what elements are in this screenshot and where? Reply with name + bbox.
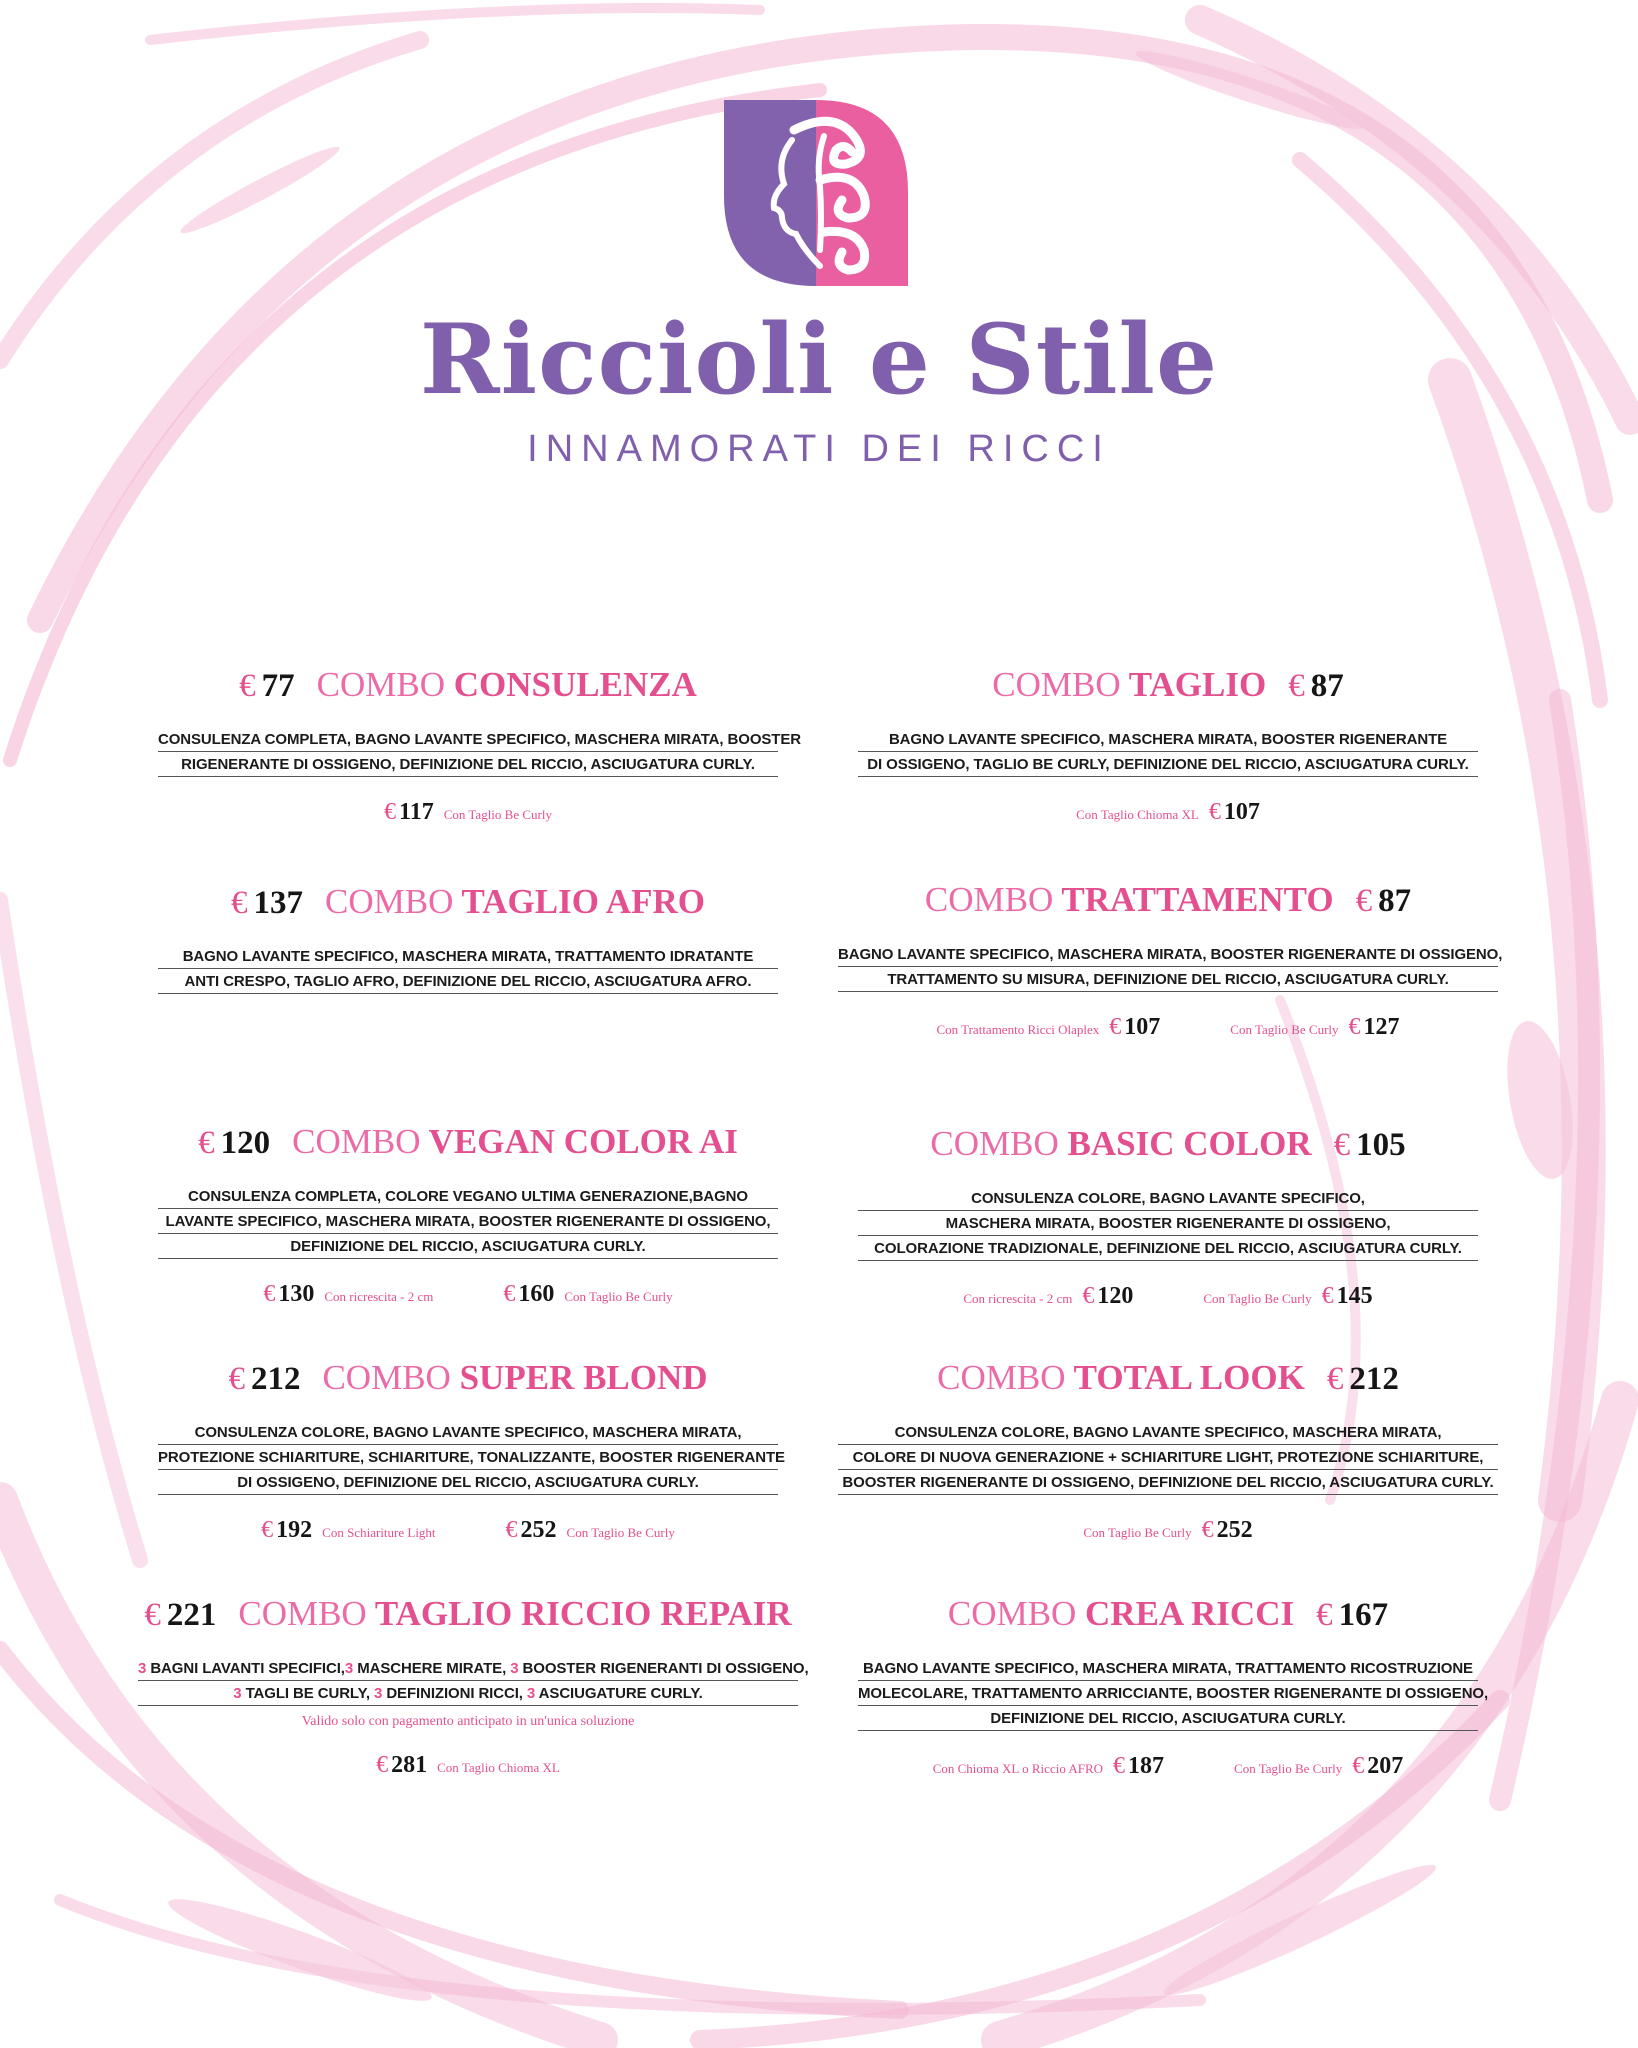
description-line: 3 BAGNI LAVANTI SPECIFICI,3 MASCHERE MIRATE, 3 BOOSTER RIGENERANTI DI OSSIGENO, <box>138 1656 798 1681</box>
combo-variants <box>848 799 1488 826</box>
variant-label: Con Taglio Be Curly <box>566 1525 675 1540</box>
combo-description <box>138 1656 809 1706</box>
combo-variant <box>506 1517 675 1544</box>
variant-price: € 281 <box>376 1752 428 1778</box>
description-line: BAGNO LAVANTE SPECIFICO, MASCHERA MIRATA, BOOSTER RIGENERANTE DI OSSIGENO, <box>838 942 1498 967</box>
description-line: COLORE DI NUOVA GENERAZIONE + SCHIARITURE LIGHT, PROTEZIONE SCHIARITURE, <box>838 1445 1498 1470</box>
combo-title: COMBO SUPER BLOND <box>322 1358 708 1397</box>
combo-note: Valido solo con pagamento anticipato in un'unica soluzione <box>301 1714 635 1729</box>
count-number: 3 <box>374 1685 383 1702</box>
combo-price: € 87 <box>1288 668 1344 704</box>
description-line: LAVANTE SPECIFICO, MASCHERA MIRATA, BOOSTER RIGENERANTE DI OSSIGENO, <box>158 1209 778 1234</box>
variant-price: € 160 <box>503 1281 555 1307</box>
combo-variant <box>261 1517 435 1544</box>
combo-variant <box>1083 1517 1252 1544</box>
variant-price: € 187 <box>1113 1753 1165 1779</box>
combo-consulenza <box>148 665 801 826</box>
variant-price: € 145 <box>1321 1283 1373 1309</box>
description-line: DI OSSIGENO, TAGLIO BE CURLY, DEFINIZIONE DEL RICCIO, ASCIUGATURA CURLY. <box>858 752 1478 777</box>
combo-description <box>158 1420 785 1495</box>
combo-variants <box>148 1281 788 1308</box>
combo-price: € 212 <box>228 1361 301 1397</box>
combo-trattamento <box>838 880 1503 1041</box>
combo-variants <box>848 1283 1488 1310</box>
combo-description <box>158 727 801 777</box>
description-line: CONSULENZA COLORE, BAGNO LAVANTE SPECIFICO, MASCHERA MIRATA, <box>838 1420 1498 1445</box>
description-line: DI OSSIGENO, DEFINIZIONE DEL RICCIO, ASCIUGATURA CURLY. <box>158 1470 778 1495</box>
variant-label: Con Trattamento Ricci Olaplex <box>936 1022 1100 1037</box>
combo-variants <box>148 1752 788 1779</box>
combo-header <box>144 1594 792 1646</box>
description-line: COLORAZIONE TRADIZIONALE, DEFINIZIONE DEL RICCIO, ASCIUGATURA CURLY. <box>858 1236 1478 1261</box>
combo-crea-ricci <box>848 1594 1488 1780</box>
combo-title: COMBO VEGAN COLOR AI <box>292 1122 738 1161</box>
description-line: BAGNO LAVANTE SPECIFICO, MASCHERA MIRATA, TRATTAMENTO IDRATANTE <box>158 944 778 969</box>
combo-header <box>848 880 1488 932</box>
combo-description <box>858 727 1478 777</box>
brand-name: Riccioli e Stile <box>419 303 1219 416</box>
combo-taglio-afro <box>148 882 788 994</box>
description-line: CONSULENZA COMPLETA, BAGNO LAVANTE SPECIFICO, MASCHERA MIRATA, BOOSTER <box>158 727 778 752</box>
combo-total-look <box>842 1358 1494 1544</box>
variant-label: Con Schiariture Light <box>322 1525 436 1540</box>
variant-label: Con Taglio Chioma XL <box>1076 807 1199 822</box>
variant-price: € 252 <box>1201 1517 1253 1543</box>
combo-title: COMBO TAGLIO RICCIO REPAIR <box>238 1594 792 1633</box>
count-number: 3 <box>526 1685 536 1702</box>
combo-variants <box>148 799 788 826</box>
variant-label: Con ricrescita - 2 cm <box>324 1289 434 1304</box>
combo-price: € 87 <box>1355 883 1412 919</box>
variant-label: Con Chioma XL o Riccio AFRO <box>932 1761 1104 1776</box>
combo-variants <box>848 1517 1488 1544</box>
variant-label: Con Taglio Be Curly <box>564 1289 673 1304</box>
combo-header <box>848 1358 1488 1410</box>
variant-label: Con Taglio Chioma XL <box>437 1760 560 1775</box>
combo-variant <box>1076 799 1260 826</box>
variant-price: € 127 <box>1348 1014 1400 1040</box>
variant-price: € 117 <box>384 799 434 825</box>
combo-taglio <box>848 665 1488 826</box>
combo-variant <box>1234 1753 1403 1780</box>
curly-hair-woman-profile-icon <box>724 100 908 286</box>
count-number: 3 <box>510 1660 519 1677</box>
description-line: BOOSTER RIGENERANTE DI OSSIGENO, DEFINIZIONE DEL RICCIO, ASCIUGATURA CURLY. <box>838 1470 1498 1495</box>
description-line: DEFINIZIONE DEL RICCIO, ASCIUGATURA CURLY. <box>158 1234 778 1259</box>
variant-price: € 192 <box>261 1517 313 1543</box>
description-line: CONSULENZA COLORE, BAGNO LAVANTE SPECIFICO, MASCHERA MIRATA, <box>158 1420 778 1445</box>
combo-header <box>148 882 788 934</box>
combo-price: € 77 <box>239 668 295 704</box>
combo-description <box>158 944 778 994</box>
combo-header <box>148 665 788 717</box>
description-line: ANTI CRESPO, TAGLIO AFRO, DEFINIZIONE DEL RICCIO, ASCIUGATURA AFRO. <box>158 969 778 994</box>
combo-price: € 105 <box>1333 1127 1406 1163</box>
combo-header <box>148 1358 788 1410</box>
combo-title: COMBO BASIC COLOR <box>930 1124 1312 1163</box>
combo-price: € 120 <box>198 1125 271 1161</box>
description-line: MOLECOLARE, TRATTAMENTO ARRICCIANTE, BOOSTER RIGENERANTE DI OSSIGENO, <box>858 1681 1478 1706</box>
combo-description <box>858 1656 1489 1731</box>
variant-price: € 130 <box>263 1281 315 1307</box>
combo-variant <box>933 1753 1164 1780</box>
variant-label: Con Taglio Be Curly <box>1203 1291 1312 1306</box>
combo-variant <box>376 1752 560 1779</box>
brand-tagline: INNAMORATI DEI RICCI <box>527 428 1111 470</box>
combo-title: COMBO CONSULENZA <box>316 665 697 704</box>
description-line: CONSULENZA COLORE, BAGNO LAVANTE SPECIFICO, <box>858 1186 1478 1211</box>
combo-basic-color <box>848 1124 1488 1310</box>
combo-header <box>848 1124 1488 1176</box>
description-line: TRATTAMENTO SU MISURA, DEFINIZIONE DEL RICCIO, ASCIUGATURA CURLY. <box>838 967 1498 992</box>
description-line: MASCHERA MIRATA, BOOSTER RIGENERANTE DI OSSIGENO, <box>858 1211 1478 1236</box>
variant-price: € 120 <box>1082 1283 1134 1309</box>
combo-header <box>848 1594 1488 1646</box>
combo-description <box>838 942 1503 992</box>
variant-price: € 252 <box>505 1517 557 1543</box>
variant-price: € 107 <box>1208 799 1260 825</box>
description-line: BAGNO LAVANTE SPECIFICO, MASCHERA MIRATA, BOOSTER RIGENERANTE <box>858 727 1478 752</box>
combo-variant <box>963 1283 1133 1310</box>
combo-variants <box>848 1014 1488 1041</box>
count-number: 3 <box>344 1660 354 1677</box>
combo-variant <box>936 1014 1160 1041</box>
combo-title: COMBO TOTAL LOOK <box>937 1358 1305 1397</box>
combo-variant <box>1230 1014 1399 1041</box>
combo-vegan-color <box>148 1122 788 1308</box>
description-line: PROTEZIONE SCHIARITURE, SCHIARITURE, TONALIZZANTE, BOOSTER RIGENERANTE <box>158 1445 778 1470</box>
variant-label: Con ricrescita - 2 cm <box>963 1291 1073 1306</box>
count-number: 3 <box>233 1685 242 1702</box>
combo-variant <box>503 1281 672 1308</box>
description-line: CONSULENZA COMPLETA, COLORE VEGANO ULTIMA GENERAZIONE,BAGNO <box>158 1184 778 1209</box>
combo-variant <box>1203 1283 1372 1310</box>
variant-price: € 207 <box>1352 1753 1404 1779</box>
variant-label: Con Taglio Be Curly <box>443 807 552 822</box>
combo-header <box>148 1122 788 1174</box>
combo-title: COMBO TRATTAMENTO <box>924 880 1334 919</box>
combo-riccio-repair <box>138 1594 809 1779</box>
combo-super-blond <box>148 1358 788 1544</box>
combo-description <box>158 1184 778 1259</box>
combo-price: € 212 <box>1326 1361 1399 1397</box>
variant-label: Con Taglio Be Curly <box>1083 1525 1192 1540</box>
combo-description <box>838 1420 1498 1495</box>
variant-label: Con Taglio Be Curly <box>1234 1761 1343 1776</box>
description-line: DEFINIZIONE DEL RICCIO, ASCIUGATURA CURLY. <box>858 1706 1478 1731</box>
combo-variant <box>384 799 552 826</box>
variant-price: € 107 <box>1109 1014 1161 1040</box>
combo-header <box>848 665 1488 717</box>
combo-variants <box>848 1753 1488 1780</box>
combo-price: € 221 <box>144 1597 217 1633</box>
combo-price: € 137 <box>231 885 304 921</box>
variant-label: Con Taglio Be Curly <box>1230 1022 1339 1037</box>
combo-description <box>858 1186 1478 1261</box>
description-line: 3 TAGLI BE CURLY, 3 DEFINIZIONI RICCI, 3 ASCIUGATURE CURLY. <box>138 1681 798 1706</box>
euro-symbol: € <box>239 668 256 704</box>
description-line: BAGNO LAVANTE SPECIFICO, MASCHERA MIRATA, TRATTAMENTO RICOSTRUZIONE <box>858 1656 1478 1681</box>
combo-price: € 167 <box>1316 1597 1389 1633</box>
combo-title: COMBO CREA RICCI <box>947 1594 1295 1633</box>
description-line: RIGENERANTE DI OSSIGENO, DEFINIZIONE DEL RICCIO, ASCIUGATURA CURLY. <box>158 752 778 777</box>
count-number: 3 <box>138 1660 147 1677</box>
combo-variants <box>148 1517 788 1544</box>
combo-title: COMBO TAGLIO AFRO <box>325 882 705 921</box>
combo-title: COMBO TAGLIO <box>992 665 1267 704</box>
combo-variant <box>263 1281 433 1308</box>
